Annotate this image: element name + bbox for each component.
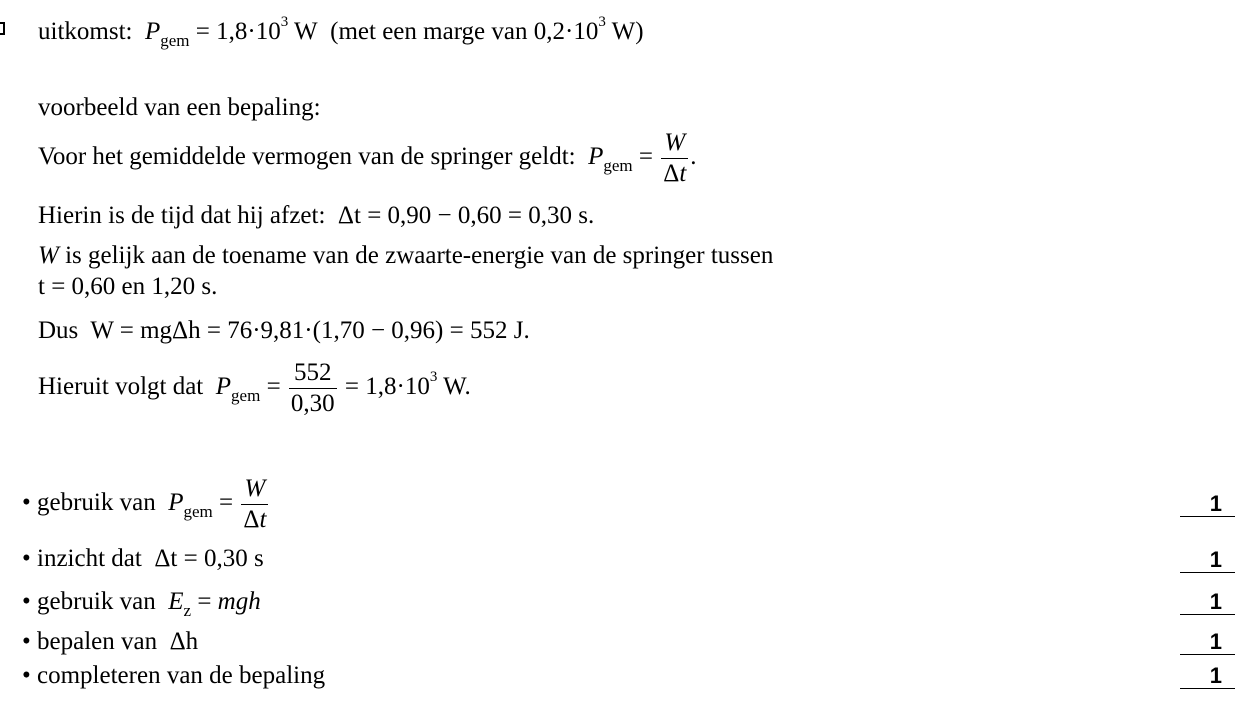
margin-text: (met een marge van xyxy=(330,18,528,45)
fraction-552: $\frac{552}{0,30}$ xyxy=(290,359,335,417)
checkbox[interactable] xyxy=(0,22,5,35)
result-line: uitkomst: $P_{gem} = 1,8\cdot 10^3$ W (met een marge van $0,2\cdot 10^3$ W) xyxy=(38,14,644,50)
example-line-3: W is gelijk aan de toename van de zwaarte-energie van de springer tussen xyxy=(38,242,774,269)
example-heading: voorbeeld van een bepaling: xyxy=(38,94,321,121)
example-line-5: Dus W = mgΔh = 76·9,81·(1,70 − 0,96) = 552 J. xyxy=(38,317,530,344)
score-3: 1 xyxy=(1180,590,1235,615)
score-2: 1 xyxy=(1180,548,1235,573)
criterion-2: • inzicht dat Δt = 0,30 s xyxy=(22,545,264,572)
example-line-1: Voor het gemiddelde vermogen van de springer geldt: $P_{gem}$ = $\frac{W}{\Delta t}$ . xyxy=(38,129,697,187)
criterion-5: • completeren van de bepaling xyxy=(22,662,326,689)
criterion-3: • gebruik van $E_z$ = mgh xyxy=(22,588,261,620)
score-1: 1 xyxy=(1180,492,1235,517)
criterion-1: • gebruik van $P_{gem}$ = $\frac{W}{\Delta t}$ xyxy=(22,475,267,533)
example-line-2: Hierin is de tijd dat hij afzet: Δt = 0,90 − 0,60 = 0,30 s. xyxy=(38,202,595,229)
result-label: uitkomst: xyxy=(38,18,133,45)
score-4: 1 xyxy=(1180,630,1235,655)
example-line-6: Hieruit volgt dat $P_{gem}$ = $\frac{552}{0,30}$ = $1,8\cdot 10^3$ W. xyxy=(38,359,471,417)
example-line-4: t = 0,60 en 1,20 s. xyxy=(38,273,218,300)
score-5: 1 xyxy=(1180,664,1235,689)
fraction-w-dt: $\frac{W}{\Delta t}$ xyxy=(663,129,687,187)
criterion-4: • bepalen van Δh xyxy=(22,628,199,655)
